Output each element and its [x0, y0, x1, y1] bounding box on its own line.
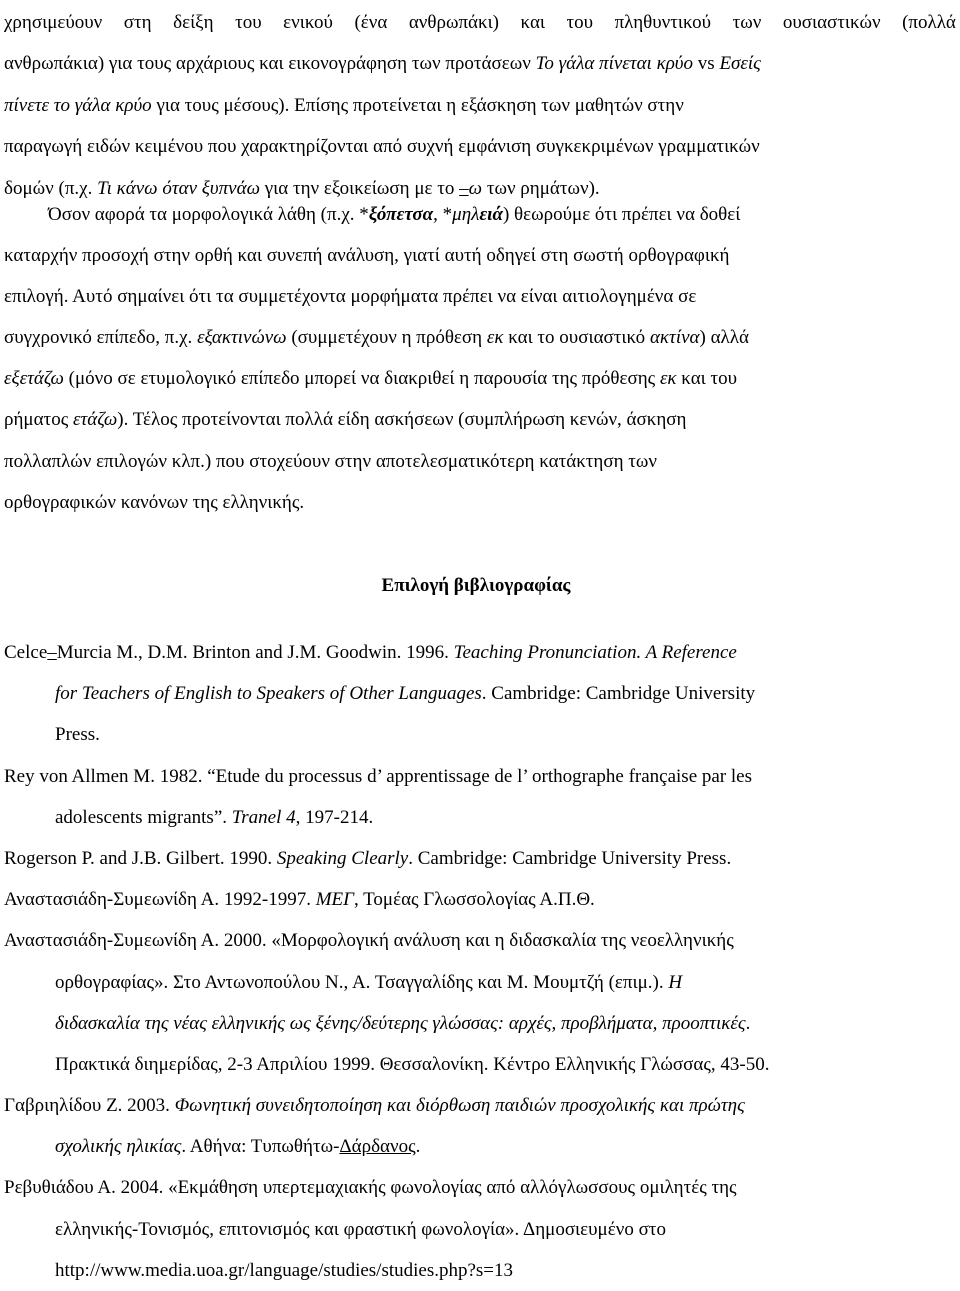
paragraph-morphology-syntax	[4, 2, 956, 209]
word: και	[520, 12, 546, 33]
word: ουσιαστικών	[782, 12, 881, 33]
paragraph-line: επιλογή. Αυτό σημαίνει ότι τα συμμετέχοντα μορφήματα πρέπει να είναι αιτιολογημένα σε	[4, 286, 697, 308]
word: (πολλά	[902, 12, 956, 33]
word: στη	[123, 12, 152, 33]
paragraph-line: παραγωγή ειδών κειμένου που χαρακτηρίζονται από συχνή εμφάνιση συγκεκριμένων γραμματικών	[4, 136, 760, 158]
reference-line: διδασκαλία της νέας ελληνικής ως ξένης/δεύτερης γλώσσας: αρχές, προβλήματα, προοπτικές.	[55, 1012, 751, 1034]
paragraph-line	[4, 2, 956, 43]
word: των	[732, 12, 762, 33]
reference-line: Πρακτικά διημερίδας, 2-3 Απριλίου 1999. Θεσσαλονίκη. Κέντρο Ελληνικής Γλώσσας, 43-50.	[55, 1053, 770, 1075]
paragraph-line: δομών (π.χ. Τι κάνω όταν ξυπνάω για την εξοικείωση με το –ω των ρημάτων).	[4, 177, 600, 199]
reference-line: ορθογραφίας». Στο Αντωνοπούλου Ν., Α. Τσαγγαλίδης και Μ. Μουμτζή (επιμ.). Η	[55, 971, 683, 993]
paragraph-line: συγχρονικό επίπεδο, π.χ. εξακτινώνω (συμμετέχουν η πρόθεση εκ και το ουσιαστικό ακτίνα) αλλά	[4, 327, 749, 349]
paragraph-line: πολλαπλών επιλογών κλπ.) που στοχεύουν στην αποτελεσματικότερη κατάκτηση των	[4, 450, 657, 472]
paragraph-line: ρήματος ετάζω). Τέλος προτείνονται πολλά είδη ασκήσεων (συμπλήρωση κενών, άσκηση	[4, 409, 687, 431]
bibliography-heading: Επιλογή βιβλιογραφίας	[381, 575, 571, 596]
paragraph-line: ορθογραφικών κανόνων της ελληνικής.	[4, 491, 305, 513]
paragraph-line: Όσον αφορά τα μορφολογικά λάθη (π.χ. *ξόπετσα, *μηλειά) θεωρούμε ότι πρέπει να δοθεί	[48, 204, 741, 225]
reference-line: Celce–Murcia M., D.M. Brinton and J.M. Goodwin. 1996. Teaching Pronunciation. A Reference	[4, 642, 737, 663]
paragraph-morphological-errors	[4, 194, 956, 523]
bibliography-list	[4, 632, 956, 1291]
word: του	[566, 12, 594, 33]
reference-line: Αναστασιάδη-Συμεωνίδη Α. 1992-1997. ΜΕΓ, Τομέας Γλωσσολογίας Α.Π.Θ.	[4, 889, 595, 911]
word: δείξη	[173, 12, 214, 33]
word: χρησιμεύουν	[4, 12, 103, 33]
reference-line: ελληνικής-Τονισμός, επιτονισμός και φραστική φωνολογία». Δημοσιευμένο στο	[55, 1218, 666, 1240]
reference-line: Press.	[55, 724, 100, 746]
reference-line: adolescents migrants”. Tranel 4, 197-214.	[55, 806, 374, 828]
reference-line: for Teachers of English to Speakers of Other Languages. Cambridge: Cambridge University	[55, 683, 756, 705]
word: πληθυντικού	[614, 12, 712, 33]
word: (ένα	[354, 12, 388, 33]
reference-line: Γαβριηλίδου Ζ. 2003. Φωνητική συνειδητοποίηση και διόρθωση παιδιών προσχολικής και πρώτης	[4, 1095, 745, 1117]
paragraph-line: πίνετε το γάλα κρύο για τους μέσους). Επίσης προτείνεται η εξάσκηση των μαθητών στην	[4, 94, 684, 116]
reference-entry	[4, 838, 956, 879]
text-run: ανθρωπάκια) για τους αρχάριους και εικονογράφηση των προτάσεων Το γάλα πίνεται κρύο vs Εσείς	[4, 53, 761, 75]
reference-entry	[4, 879, 956, 920]
reference-entry	[4, 756, 956, 838]
paragraph-line	[4, 43, 956, 84]
word: ενικού	[283, 12, 333, 33]
reference-entry	[4, 920, 956, 1085]
reference-entry	[4, 1085, 956, 1167]
reference-line: Rogerson P. and J.B. Gilbert. 1990. Speaking Clearly. Cambridge: Cambridge University Press.	[4, 847, 732, 869]
reference-entry	[4, 632, 956, 756]
word: ανθρωπάκι)	[408, 12, 500, 33]
reference-line: Rey von Allmen M. 1982. “Etude du processus d’ apprentissage de l’ orthographe française par les	[4, 765, 752, 787]
reference-entry	[4, 1167, 956, 1291]
reference-line: Αναστασιάδη-Συμεωνίδη Α. 2000. «Μορφολογική ανάλυση και η διδασκαλία της νεοελληνικής	[4, 930, 734, 952]
paragraph-line: καταρχήν προσοχή στην ορθή και συνεπή ανάλυση, γιατί αυτή οδηγεί στη σωστή ορθογραφική	[4, 245, 730, 267]
reference-line: σχολικής ηλικίας. Αθήνα: Τυπωθήτω-Δάρδανος.	[55, 1136, 421, 1158]
word: του	[235, 12, 262, 33]
reference-url-link[interactable]: http://www.media.uoa.gr/language/studies/studies.php?s=13	[55, 1259, 514, 1281]
paragraph-line: εξετάζω (μόνο σε ετυμολογικό επίπεδο μπορεί να διακριθεί η παρουσία της πρόθεσης εκ και του	[4, 368, 738, 390]
reference-line: Ρεβυθιάδου Α. 2004. «Εκμάθηση υπερτεμαχιακής φωνολογίας από αλλόγλωσσους ομιλητές της	[4, 1177, 737, 1199]
